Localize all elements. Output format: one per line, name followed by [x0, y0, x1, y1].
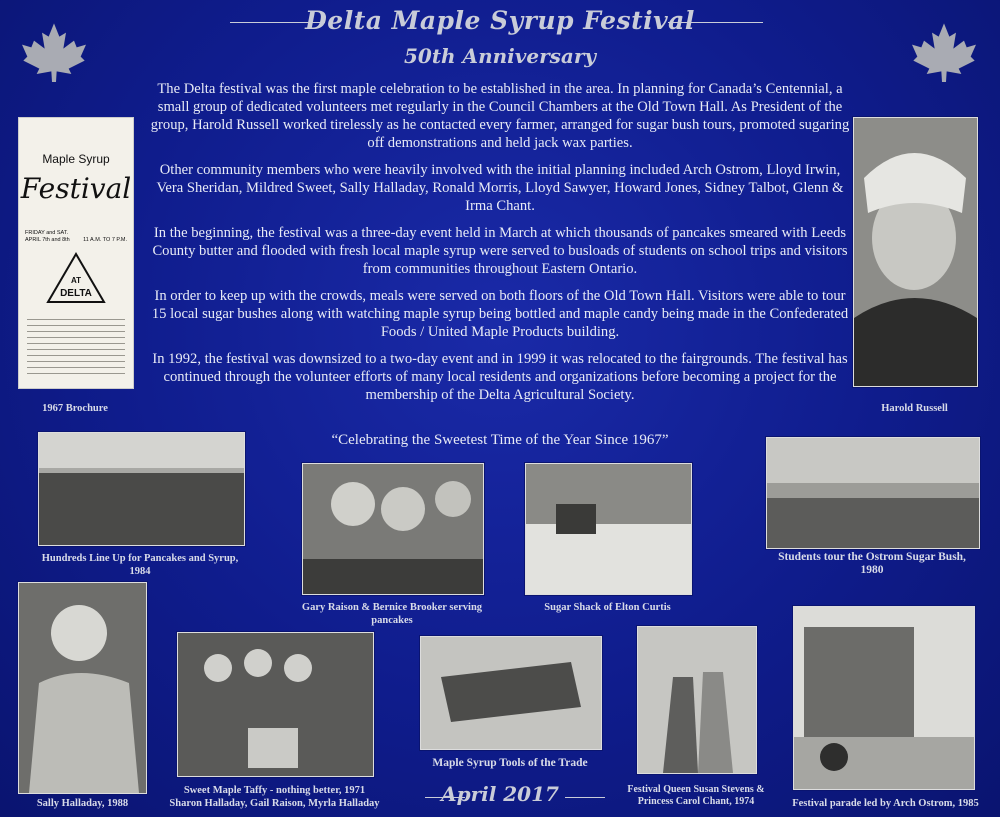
paragraph-2: Other community members who were heavily involved with the initial planning included Arch Ostrom, Lloyd Irwin, Vera Sheridan, Mildred Sweet, Sally Halladay, Ronald Morris, Lloyd Sawyer, Howard Jones, Sidney Talbot, Glenn & Irma Chant.	[156, 162, 844, 214]
brochure-days: FRIDAY and SAT.	[25, 230, 69, 236]
paragraph-1: The Delta festival was the first maple celebration to be established in the area. In planning for Canada’s Centennial, a small group of dedicated volunteers met regularly in the Council Chambers at the Old Town Hall. As President of the group, Harold Russell worked tirelessly as he contacted every farmer, arranged for sugar bush tours, promoted sugaring off demonstrations and held jack wax parties.	[150, 81, 850, 151]
paragraph-4: In order to keep up with the crowds, meals were served on both floors of the Old Town Hall. Visitors were able to tour 15 local sugar bushes along with watching maple syrup being bottled and maple candy being made in the Confederated Foods / United Maple Products building.	[151, 288, 849, 340]
maple-leaf-icon	[908, 22, 980, 82]
brochure-line1: Maple Syrup	[42, 152, 110, 166]
caption-lineup: Hundreds Line Up for Pancakes and Syrup, 1984	[41, 553, 239, 577]
photo-harold-russell	[853, 117, 978, 387]
caption-shack: Sugar Shack of Elton Curtis	[544, 602, 671, 613]
caption-brochure: 1967 Brochure	[42, 403, 108, 414]
photo-festival-queen	[637, 626, 757, 774]
caption-tools: Maple Syrup Tools of the Trade	[432, 757, 588, 769]
caption-parade: Festival parade led by Arch Ostrom, 1985	[792, 798, 979, 809]
photo-sally-halladay	[18, 582, 147, 794]
brochure-place: DELTA	[60, 288, 92, 299]
brochure-at: AT	[70, 276, 82, 285]
brochure-image	[18, 117, 134, 389]
brochure-line2: Festival	[20, 172, 132, 205]
caption-taffy: Sweet Maple Taffy - nothing better, 1971 Sharon Halladay, Gail Raison, Myrla Halladay	[169, 785, 380, 809]
brochure-dates: APRIL 7th and 8th	[25, 237, 70, 243]
photo-gary-bernice	[302, 463, 484, 595]
photo-maple-taffy	[177, 632, 374, 777]
footer-date: April 2017	[441, 782, 559, 806]
photo-syrup-tools	[420, 636, 602, 750]
brochure-hours: 11 A.M. TO 7 P.M.	[83, 237, 127, 243]
caption-harold: Harold Russell	[881, 403, 948, 414]
photo-sugar-shack	[525, 463, 692, 595]
photo-students-tour	[766, 437, 980, 549]
page-title: Delta Maple Syrup Festival	[305, 6, 695, 35]
caption-students: Students tour the Ostrom Sugar Bush, 1980	[778, 551, 966, 576]
festival-slogan: “Celebrating the Sweetest Time of the Year Since 1967”	[331, 432, 669, 448]
paragraph-3: In the beginning, the festival was a three-day event held in March at which thousands of pancakes smeared with Leeds County butter and flooded with fresh local maple syrup were served to busloads of students on school trips and visitors from communities throughout Eastern Ontario.	[152, 225, 848, 277]
photo-parade	[793, 606, 975, 790]
caption-gary: Gary Raison & Bernice Brooker serving pancakes	[301, 602, 483, 626]
page-subtitle: 50th Anniversary	[403, 44, 597, 68]
photo-lineup	[38, 432, 245, 546]
maple-leaf-icon	[18, 22, 90, 82]
history-text	[150, 80, 850, 413]
paragraph-5: In 1992, the festival was downsized to a two-day event and in 1999 it was relocated to the fairgrounds. The festival has continued through the volunteer efforts of many local residents and organizations before becoming a project for the membership of the Delta Agricultural Society.	[152, 351, 848, 403]
caption-queen: Festival Queen Susan Stevens & Princess Carol Chant, 1974	[627, 784, 765, 807]
caption-sally: Sally Halladay, 1988	[36, 798, 129, 809]
